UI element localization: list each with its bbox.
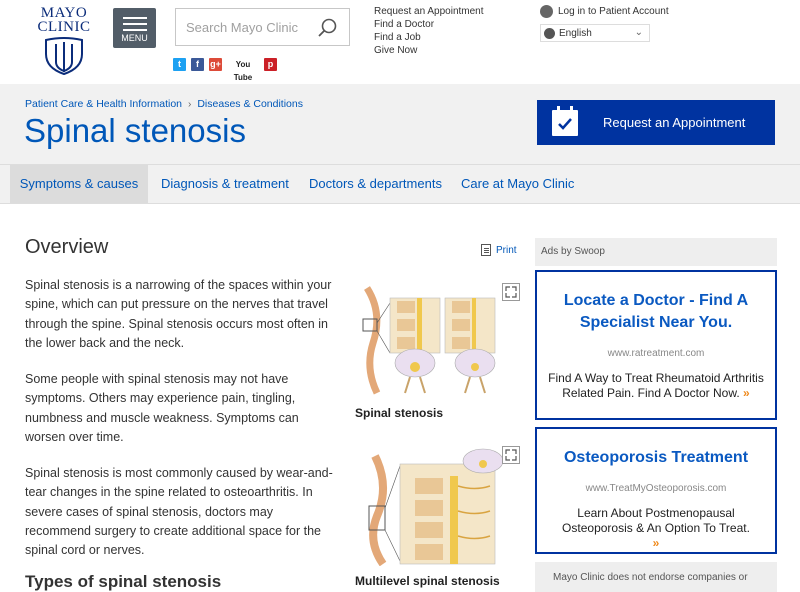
figure-spinal-stenosis[interactable]: [355, 283, 520, 420]
hamburger-bar: [123, 29, 147, 31]
give-now-link[interactable]: Give Now: [374, 45, 418, 56]
globe-icon: [544, 28, 555, 39]
shield-logo-icon: [42, 36, 86, 76]
googleplus-icon[interactable]: g+: [210, 58, 221, 69]
youtube-icon[interactable]: [227, 58, 259, 82]
overview-heading: Overview: [25, 236, 109, 258]
print-label: Print: [496, 244, 517, 256]
multilevel-stenosis-illustration: [355, 446, 520, 566]
spinal-stenosis-illustration: [355, 283, 520, 398]
request-appointment-label: Request an Appointment: [603, 115, 746, 130]
figure-caption: Spinal stenosis: [355, 406, 444, 420]
overview-paragraph-1: Spinal stenosis is a narrowing of the spaces within your spine, which can put pressure on the nerves that travel through the spine. Spinal stenosis occurs most often in the lower back and the neck.: [25, 278, 332, 350]
ad-title[interactable]: Osteoporosis Treatment: [563, 449, 749, 466]
ad-description-text: Find A Way to Treat Rheumatoid Arthritis Related Pain. Find A Doctor Now.: [548, 371, 764, 400]
site-header: [0, 0, 800, 84]
login-link[interactable]: [540, 5, 669, 18]
ad-locate-doctor[interactable]: [535, 270, 777, 420]
facebook-icon[interactable]: f: [191, 58, 204, 71]
tab-doctors-departments[interactable]: Doctors & departments: [309, 176, 442, 191]
overview-paragraph-3: Spinal stenosis is most commonly caused by wear-and-tear changes in the spine related to osteoarthritis. In severe cases of spinal stenosis, doctors may recommend surgery to create additional space for the spinal cord or nerves.: [25, 466, 333, 558]
breadcrumb-link-patient-care[interactable]: Patient Care & Health Information: [25, 98, 182, 110]
mayo-clinic-logo[interactable]: [32, 6, 96, 76]
print-icon: [481, 244, 491, 256]
login-label: Log in to Patient Account: [558, 6, 669, 17]
search-input[interactable]: [186, 18, 316, 36]
tab-care-at-mayo[interactable]: Care at Mayo Clinic: [461, 176, 575, 191]
title-band: [0, 84, 800, 164]
figure-caption: Multilevel spinal stenosis: [355, 574, 500, 588]
social-links: [173, 57, 277, 82]
twitter-icon[interactable]: t: [173, 58, 186, 71]
logo-text-line2: CLINIC: [37, 19, 91, 35]
ads-disclaimer: Mayo Clinic does not endorse companies or: [535, 562, 777, 592]
ads-header: Ads by Swoop: [535, 238, 777, 266]
menu-label: MENU: [121, 33, 148, 43]
pinterest-icon[interactable]: p: [264, 58, 277, 71]
youtube-label: You Tube: [233, 59, 253, 82]
tab-symptoms-causes[interactable]: Symptoms & causes: [10, 165, 148, 203]
expand-icon[interactable]: [502, 283, 520, 301]
find-doctor-link[interactable]: Find a Doctor: [374, 19, 435, 30]
hamburger-icon: [123, 17, 147, 19]
section-tabs: [0, 164, 800, 204]
menu-button[interactable]: [113, 8, 156, 48]
search-icon[interactable]: [317, 17, 339, 39]
ad-description-text: Learn About Postmenopausal Osteoporosis & An Option To Treat.: [562, 506, 750, 535]
print-button[interactable]: [481, 244, 517, 256]
chevron-right-icon: ›: [188, 98, 192, 110]
double-chevron-right-icon: »: [743, 386, 750, 400]
overview-paragraph-2: Some people with spinal stenosis may not have symptoms. Others may experience pain, tingling, numbness and muscle weakness. Symptoms can worsen over time.: [25, 372, 299, 444]
request-appointment-button[interactable]: [537, 100, 775, 145]
page-title: Spinal stenosis: [24, 112, 246, 149]
user-icon: [540, 5, 553, 18]
ad-url[interactable]: www.TreatMyOsteoporosis.com: [585, 483, 727, 494]
breadcrumb-link-diseases[interactable]: Diseases & Conditions: [197, 98, 303, 110]
hamburger-bar: [123, 23, 147, 25]
ad-url[interactable]: www.ratreatment.com: [607, 348, 705, 359]
language-select[interactable]: [540, 24, 650, 42]
chevron-down-icon: ⌄: [634, 27, 643, 38]
search-box: [175, 8, 350, 46]
ad-description: [537, 506, 775, 551]
calendar-check-icon: [552, 110, 578, 136]
ad-title[interactable]: Locate a Doctor - Find A Specialist Near You.: [563, 292, 749, 331]
double-chevron-right-icon: »: [652, 536, 660, 550]
expand-icon[interactable]: [502, 446, 520, 464]
ad-description: [537, 371, 775, 401]
request-appointment-link[interactable]: Request an Appointment: [374, 6, 484, 17]
breadcrumb: [25, 98, 303, 110]
find-job-link[interactable]: Find a Job: [374, 32, 421, 43]
quick-links: [374, 5, 484, 57]
language-value: English: [559, 27, 592, 39]
tab-diagnosis-treatment[interactable]: Diagnosis & treatment: [161, 176, 289, 191]
types-heading: Types of spinal stenosis: [25, 572, 222, 591]
ad-osteoporosis[interactable]: [535, 427, 777, 554]
figure-multilevel-spinal-stenosis[interactable]: [355, 446, 520, 588]
logo-text-line1: MAYO: [40, 5, 88, 21]
